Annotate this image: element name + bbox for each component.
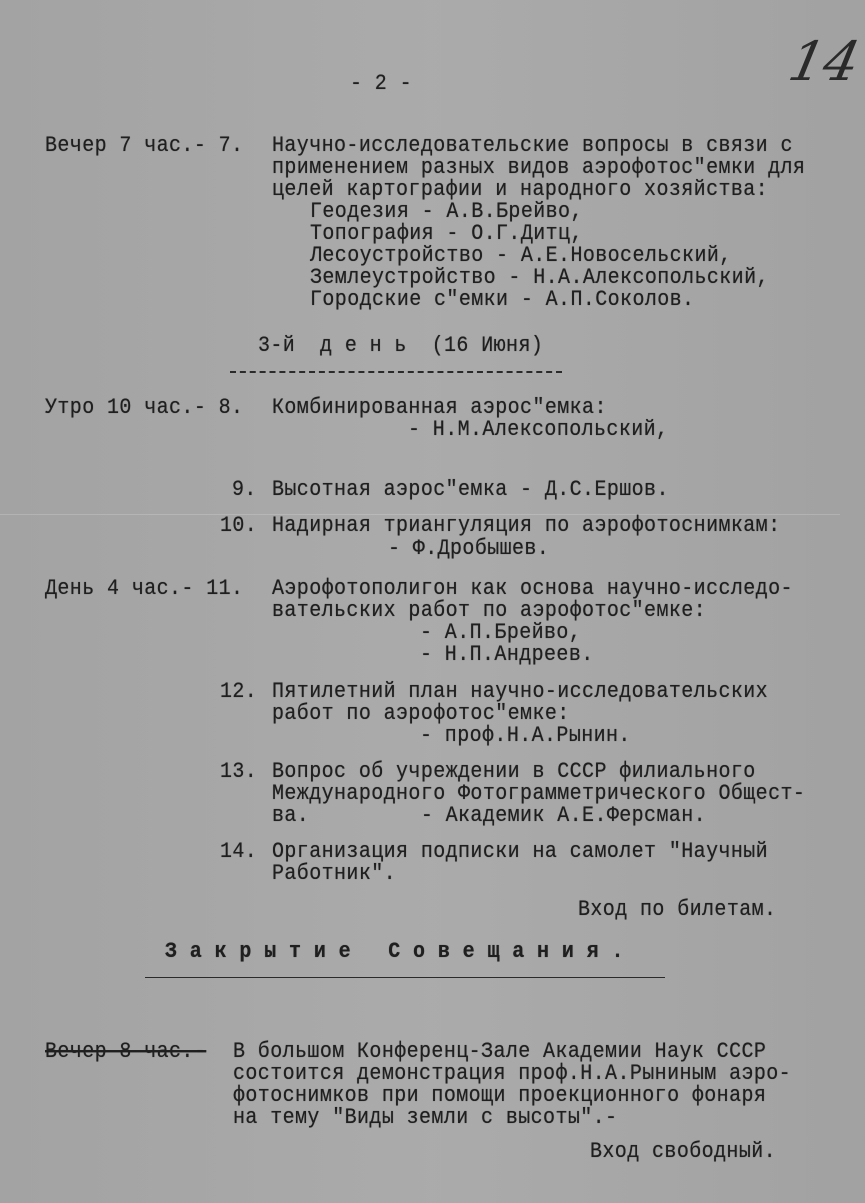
item-text: Надирная триангуляция по аэрофотоснимкам: [272,512,781,539]
subitem: Топография - О.Г.Дитц, [310,220,583,247]
speaker: - Ф.Дробышев. [388,535,550,562]
item-text: Высотная аэрос"емка - Д.С.Ершов. [272,476,669,503]
speaker: - Н.М.Алексопольский, [408,416,669,443]
subitem: Лесоустройство - А.Е.Новосельский, [310,242,732,269]
item-number: 14. [220,838,258,865]
entry-note: Вход свободный. [590,1138,777,1165]
item-number: 10. [220,512,258,539]
item-text: Научно-исследовательские вопросы в связи с [272,132,793,159]
item-text: Пятилетний план научно-исследовательских [272,678,769,705]
item-text: применением разных видов аэрофотос"емки для [272,154,806,181]
item-text: состоится демонстрация проф.Н.А.Рыниным аэро- [233,1060,792,1087]
item-number: 12. [220,678,258,705]
item-text: Вопрос об учреждении в СССР филиального [272,758,756,785]
item-text: вательских работ по аэрофотос"емке: [272,597,707,624]
entry-note: Вход по билетам. [578,896,777,923]
item-number: 13. [220,758,258,785]
speaker: - А.П.Брейво, [420,619,582,646]
speaker: - проф.Н.А.Рынин. [420,722,631,749]
item-text: Аэрофотополигон как основа научно-исследо- [272,575,793,602]
day3-heading: 3-й д е н ь (16 Июня) [258,332,544,359]
heading-underline [230,371,562,373]
page-number: - 2 - [350,70,413,97]
speaker: - Н.П.Андреев. [420,641,594,668]
archive-folio-mark: 14 [783,30,865,93]
session-time: Вечер 7 час.- 7. [45,132,244,159]
subitem: Геодезия - А.В.Брейво, [310,198,583,225]
session-time: Утро 10 час.- 8. [45,394,244,421]
item-text: Комбинированная аэрос"емка: [272,394,607,421]
item-text: Международного Фотограмметрического Общест- [272,780,806,807]
session-time: День 4 час.- 11. [45,575,244,602]
item-text: работ по аэрофотос"емке: [272,700,570,727]
item-text: фотоснимков при помощи проекционного фонаря [233,1082,767,1109]
item-text: Работник". [272,860,397,887]
subitem: Землеустройство - Н.А.Алексопольский, [310,264,769,291]
item-text: целей картографии и народного хозяйства: [272,176,769,203]
closing-heading: З а к р ы т и е С о в е щ а н и я . [165,938,624,965]
heading-underline [145,977,665,978]
item-number: 9. [232,476,257,503]
item-text: ва. - Академик А.Е.Ферсман. [272,802,707,829]
item-text: Организация подписки на самолет "Научный [272,838,769,865]
subitem: Городские с"емки - А.П.Соколов. [310,286,695,313]
session-time: Вечер 8 час.- [45,1038,207,1065]
item-text: на тему "Виды земли с высоты".- [233,1104,618,1131]
item-text: В большом Конференц-Зале Академии Наук СССР [233,1038,767,1065]
